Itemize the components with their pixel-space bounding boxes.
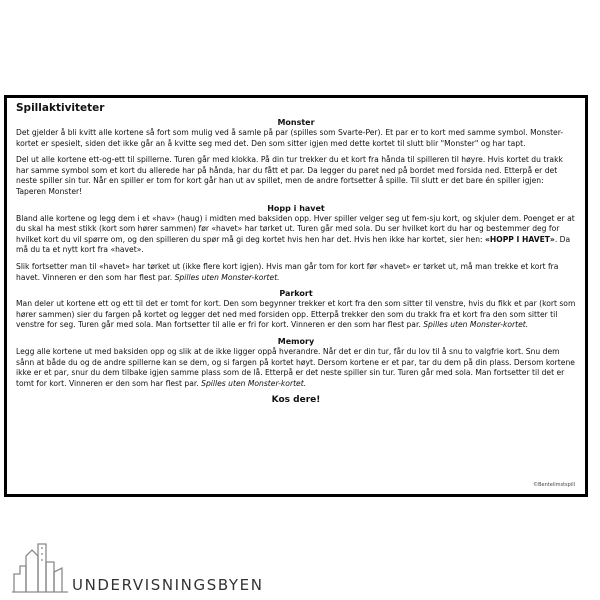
document-title: Spillaktiviteter bbox=[16, 102, 105, 114]
hopp-i-havet-text-2: Slik fortsetter man til «havet» har tørket ut (ikke flere kort igjen). Hvis man går tom for kort før «havet» er tørket ut, må man trekke et kort fra havet. Vinneren er den som har flest par. bbox=[16, 261, 559, 282]
city-skyline-icon bbox=[12, 536, 70, 599]
memory-paragraph bbox=[16, 347, 576, 389]
closing-text: Kos dere! bbox=[271, 395, 321, 406]
brand-wordmark: UNDERVISNINGSBYEN bbox=[72, 576, 264, 594]
hopp-i-havet-paragraph-2 bbox=[16, 262, 576, 283]
hopp-i-havet-note: Spilles uten Monster-kortet. bbox=[174, 272, 280, 282]
section-heading-hopp-i-havet: Hopp i havet bbox=[267, 203, 325, 213]
section-heading-monster: Monster bbox=[277, 118, 315, 127]
memory-note: Spilles uten Monster-kortet. bbox=[201, 378, 307, 388]
hopp-i-havet-text-end: . Da må du ta et nytt kort fra «havet». bbox=[16, 234, 571, 255]
parkort-paragraph bbox=[16, 299, 576, 331]
hopp-i-havet-callout: «HOPP I HAVET» bbox=[485, 234, 555, 244]
section-heading-memory: Memory bbox=[277, 336, 315, 346]
parkort-note: Spilles uten Monster-kortet. bbox=[423, 320, 529, 330]
monster-paragraph-1: Det gjelder å bli kvitt alle kortene så fort som mulig ved å samle på par (spilles som Svarte-Per). Et par er to kort med samme symbol. Monster-kortet er spesielt, siden det ikke går an å kvitte seg med det. Den som sitter igjen med dette kortet til slutt blir "Monster" og har tapt. bbox=[16, 128, 564, 148]
copyright-text: ©Bentelimstspill bbox=[533, 482, 575, 488]
hopp-i-havet-paragraph-1 bbox=[16, 214, 576, 256]
monster-paragraph-2: Del ut alle kortene ett-og-ett til spillerne. Turen går med klokka. På din tur trekker du et kort fra hånda til spilleren til høyre. Hvis kortet du trakk har samme symbol som et kort du allerede har på hånda, har du fått et par. Da legger du paret ned på bordet med forsida ned. Etterpå er det neste spiller sin tur. Når en spiller er tom for kort går han ut av spillet, men de andre fortsetter å spille. Til slutt er det bare én spiller igjen: Taperen Monster! bbox=[16, 155, 563, 196]
activity-card bbox=[4, 95, 588, 497]
section-heading-parkort: Parkort bbox=[279, 289, 313, 299]
parkort-text: Man deler ut kortene ett og ett til det er tomt for kort. Den som begynner trekker et kort fra den som sitter til venstre, hvis du fikk et par (kort som hører sammen) sier du fargen på kortet og legger det ned med forsiden opp. Etterpå trekker den som du trakk fra et kort fra den som sitter til venstre for seg. Turen går med sola. Man fortsetter til alle er fri for kort. Vinneren er den som har flest par. bbox=[16, 299, 576, 330]
memory-text: Legg alle kortene ut med baksiden opp og slik at de ikke ligger oppå hverandre. Når det er din tur, får du lov til å snu to valgfrie kort. Snu dem sånn at både du og de andre spillerne kan se dem, og si fargen på kortet høyt. Dersom kortene er et par, tar du dem på din plass. Dersom kortene ikke er et par, snur du dem tilbake igjen samme plass som de lå. Etterpå er det neste spiller sin tur. Turen går med sola. Man fortsetter til det er tomt for kort. Vinneren er den som har flest par. bbox=[16, 346, 575, 388]
footer bbox=[12, 536, 312, 594]
hopp-i-havet-text-start: Bland alle kortene og legg dem i et «hav» (haug) i midten med baksiden opp. Hver spiller velger seg ut fem-sju kort, og skjuler dem. Poenget er at du skal ha mest stikk (kort som hører sammen) før «havet» har tørket ut. Turen går med sola. Du ser hvilket kort du har og bestemmer deg for hvilket kort du vil spørre om, og den spilleren du spør må gi deg kortet hvis hen har det. Hvis hen ikke har kortet, sier hen: bbox=[16, 213, 575, 244]
